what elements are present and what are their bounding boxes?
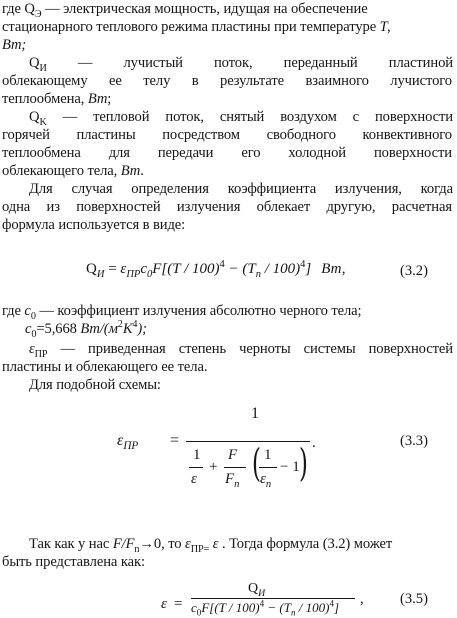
text-run: быть представлена как:: [2, 554, 145, 570]
text-run: Для подобной схемы:: [29, 377, 161, 393]
formula-denominator: [191, 599, 339, 617]
text-run: Q: [29, 109, 40, 125]
text-run: облекающего тела,: [2, 163, 121, 179]
formula-symbol: F: [152, 261, 162, 277]
text-run: облекающему ее телу в результате взаимного лучистого: [2, 73, 452, 89]
italic-symbol: Т,: [379, 19, 391, 35]
text-run: где Q: [2, 1, 35, 17]
formula-subscript: 0: [147, 269, 153, 280]
subscript: K: [39, 116, 47, 128]
italic-symbol: ε: [185, 536, 191, 552]
text-line: [29, 376, 457, 394]
formula-operator: +: [209, 459, 218, 475]
formula-symbol: ε: [120, 261, 127, 277]
text-run: =5,668: [36, 321, 81, 337]
formula-unit: Вт,: [321, 261, 346, 277]
equation-number: (3.3): [400, 433, 428, 449]
formula-power: 4: [219, 259, 225, 270]
fraction-bar: [224, 467, 246, 468]
text-line: [2, 126, 452, 144]
formula-denominator: [225, 470, 239, 488]
text-line: [2, 0, 454, 18]
text-line: [2, 90, 454, 108]
formula-symbol: ε: [191, 471, 197, 487]
text-run: одна из поверхностей излучения облекает другую, расчетная: [2, 199, 452, 215]
text-run: — коэффициент излучения абсолютно черного тела;: [35, 303, 362, 319]
formula-power: 4: [259, 598, 265, 609]
italic-unit: Вт: [87, 91, 108, 107]
text-line: [29, 340, 453, 358]
formula-subscript: 0: [196, 607, 202, 618]
formula-subscript: ПР: [123, 440, 139, 453]
text-run: Для случая определения коэффициента излучения, когда: [29, 181, 453, 197]
subscript: 0: [31, 328, 37, 340]
formula-symbol: ε: [260, 471, 266, 487]
text-line: [2, 216, 454, 234]
formula-symbol: ε: [117, 432, 124, 449]
text-line: [29, 108, 453, 126]
text-line: [2, 198, 452, 216]
formula-body: − 1: [280, 459, 300, 475]
fraction-bar: [189, 467, 203, 468]
text-run: стационарного теплового режима пластины при температуре: [2, 19, 380, 35]
formula-subscript: n: [290, 607, 296, 618]
italic-unit: Вт;: [2, 37, 27, 53]
formula-numerator: 1: [264, 447, 272, 463]
right-paren: ): [298, 441, 308, 485]
fraction-bar: [186, 441, 310, 442]
text-line: [29, 535, 453, 553]
subscript: Э: [34, 8, 42, 20]
formula-body: F[(T / 100): [201, 600, 260, 615]
text-run: — приведенная степень черноты системы поверхностей: [47, 341, 453, 357]
text-line: [2, 144, 452, 162]
italic-symbol: ε: [209, 536, 219, 552]
formula-numerator: 1: [193, 447, 201, 463]
text-line: [2, 36, 454, 54]
formula-power: 4: [329, 598, 335, 609]
formula-subscript: n: [265, 479, 272, 490]
formula-punct: .: [312, 435, 316, 451]
punct: ;: [107, 91, 112, 107]
italic-unit: Вт/(м: [80, 321, 118, 337]
italic-unit: Вт: [120, 163, 141, 179]
text-run: теплообмена для передачи его холодной поверхности: [2, 145, 452, 161]
formula-subscript: n: [255, 269, 261, 280]
superscript: 4: [132, 319, 138, 331]
text-run: теплообмена,: [2, 91, 88, 107]
formula-symbol: c: [191, 600, 197, 615]
text-line: [2, 358, 454, 376]
subscript: И: [39, 62, 47, 74]
formula-symbol: F: [225, 471, 235, 487]
formula-punct: ,: [360, 591, 364, 607]
text-run: Так как у нас: [29, 536, 113, 552]
formula-subscript: И: [96, 269, 105, 280]
text-line: [2, 302, 454, 320]
text-line: [29, 54, 453, 72]
text-line: [2, 72, 452, 90]
text-run: →0, то: [139, 536, 186, 552]
italic-symbol: ε: [29, 341, 35, 357]
formula-symbol: c: [140, 261, 147, 277]
subscript: ПР: [34, 348, 48, 360]
formula-body: / 100): [295, 600, 330, 615]
text-line: [2, 553, 454, 571]
subscript: ПР=: [190, 543, 210, 555]
formula-body: − (T: [224, 261, 256, 277]
formula-body: / 100): [260, 261, 301, 277]
punct: .: [140, 163, 144, 179]
formula-body: ]: [305, 261, 312, 277]
italic-symbol: F/F: [112, 536, 135, 552]
equation-number: (3.5): [400, 591, 428, 607]
equation-number: (3.2): [400, 263, 428, 279]
formula-numerator: [248, 580, 265, 598]
formula-subscript: n: [234, 479, 240, 490]
text-run: где: [2, 303, 25, 319]
subscript: 0: [30, 310, 36, 322]
text-run: . Тогда формула (3.2) может: [218, 536, 393, 552]
text-run: пластины и облекающего ее тела.: [2, 359, 208, 375]
formula-subscript: И: [258, 587, 266, 599]
formula-body: [(T / 100): [161, 261, 220, 277]
formula-body: ]: [334, 600, 340, 615]
text-run: горячей пластины посредством свободного конвективного: [2, 127, 452, 143]
text-run: — лучистый поток, переданный пластиной: [46, 55, 453, 71]
italic-symbol: c: [25, 321, 32, 337]
text-run: — тепловой поток, снятый воздухом с поверхности: [46, 109, 453, 125]
text-line: [25, 320, 457, 338]
left-paren: (: [251, 441, 261, 485]
formula-operator: =: [170, 432, 180, 449]
italic-symbol: c: [24, 303, 31, 319]
subscript: n: [134, 543, 140, 555]
formula-operator: =: [104, 261, 121, 277]
formula-power: 4: [300, 259, 306, 270]
formula-symbol: Q: [248, 581, 259, 596]
formula-lhs: [117, 432, 139, 453]
formula-3-2: [86, 260, 346, 278]
text-line: [2, 162, 454, 180]
fraction-bar: [259, 467, 277, 468]
text-run: Q: [29, 55, 40, 71]
formula-symbol: F: [228, 447, 238, 463]
superscript: 2: [117, 319, 123, 331]
text-run: формула используется в виде:: [2, 217, 186, 233]
text-line: [2, 18, 454, 36]
formula-body: − (T: [264, 600, 291, 615]
text-line: [29, 180, 453, 198]
italic-unit: К: [122, 321, 133, 337]
formula-denominator: [260, 470, 271, 488]
formula-subscript: ПР: [126, 269, 141, 280]
formula-operator: =: [174, 596, 183, 612]
italic-unit: );: [137, 321, 147, 337]
formula-symbol: Q: [86, 261, 97, 277]
formula-numerator: 1: [251, 405, 259, 422]
formula-symbol: ε: [161, 596, 167, 612]
text-run: — электрическая мощность, идущая на обеспечение: [41, 1, 368, 17]
